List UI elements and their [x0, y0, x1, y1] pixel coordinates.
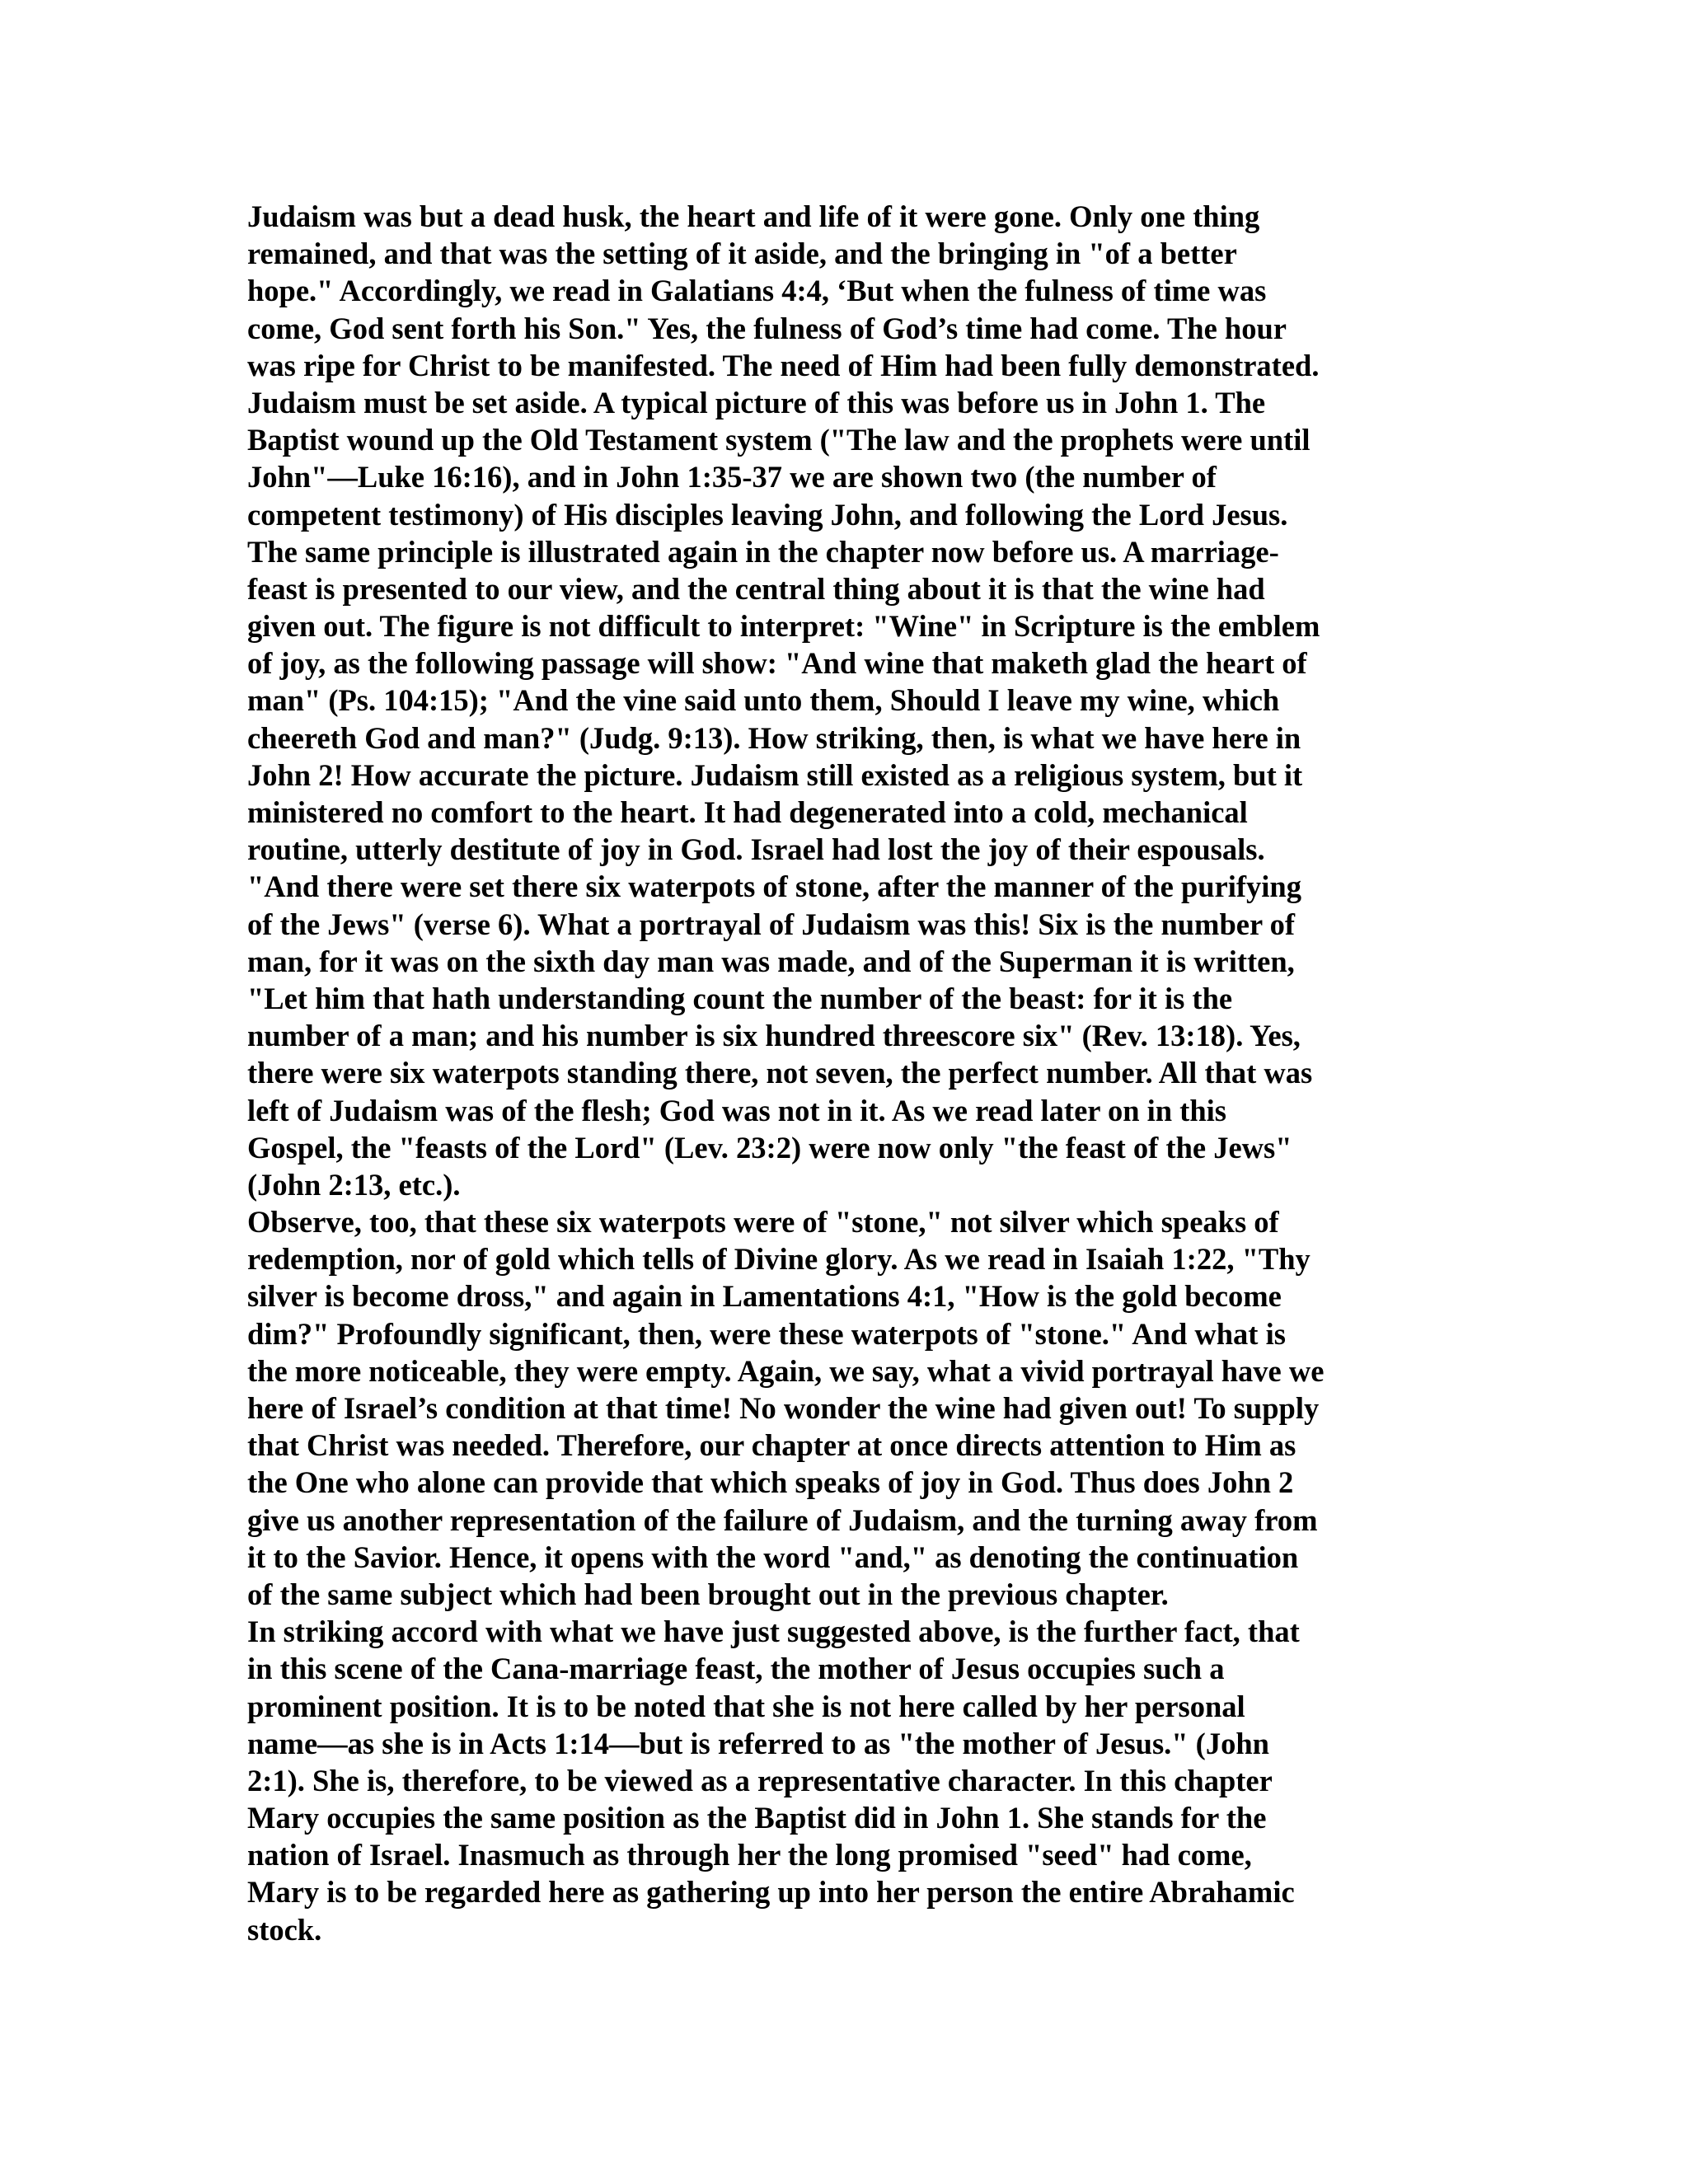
text-line: stock.: [247, 1912, 322, 1947]
paragraph-1: [247, 198, 1467, 1203]
text-line: prominent position. It is to be noted that she is not here called by her personal: [247, 1689, 1245, 1723]
text-line: Mary occupies the same position as the Baptist did in John 1. She stands for the: [247, 1801, 1267, 1835]
text-line: Gospel, the "feasts of the Lord" (Lev. 23:2) were now only "the feast of the Jews": [247, 1130, 1292, 1165]
text-line: in this scene of the Cana-marriage feast, the mother of Jesus occupies such a: [247, 1652, 1225, 1686]
text-line: give us another representation of the failure of Judaism, and the turning away from: [247, 1502, 1318, 1537]
text-line: feast is presented to our view, and the central thing about it is that the wine had: [247, 571, 1265, 606]
text-line: John 2! How accurate the picture. Judaism still existed as a religious system, but it: [247, 757, 1303, 792]
text-line: of joy, as the following passage will show: "And wine that maketh glad the heart of: [247, 646, 1307, 681]
text-line: routine, utterly destitute of joy in God. Israel had lost the joy of their espousals.: [247, 832, 1265, 867]
text-line: Baptist wound up the Old Testament system ("The law and the prophets were until: [247, 423, 1311, 457]
text-line: the One who alone can provide that which speaks of joy in God. Thus does John 2: [247, 1465, 1294, 1500]
text-line: here of Israel’s condition at that time! No wonder the wine had given out! To supply: [247, 1391, 1320, 1425]
text-line: man, for it was on the sixth day man was made, and of the Superman it is written,: [247, 944, 1295, 978]
text-line: left of Judaism was of the flesh; God was not in it. As we read later on in this: [247, 1093, 1226, 1127]
text-line: dim?" Profoundly significant, then, were these waterpots of "stone." And what is: [247, 1316, 1286, 1351]
text-line: man" (Ps. 104:15); "And the vine said unto them, Should I leave my wine, which: [247, 683, 1280, 718]
text-line: silver is become dross," and again in Lamentations 4:1, "How is the gold become: [247, 1279, 1282, 1314]
text-line: 2:1). She is, therefore, to be viewed as a representative character. In this chapter: [247, 1763, 1273, 1797]
text-line: Observe, too, that these six waterpots were of "stone," not silver which speaks of: [247, 1205, 1279, 1240]
text-line: John"—Luke 16:16), and in John 1:35-37 we are shown two (the number of: [247, 460, 1217, 494]
text-line: come, God sent forth his Son." Yes, the fulness of God’s time had come. The hour: [247, 311, 1287, 345]
text-line: was ripe for Christ to be manifested. The need of Him had been fully demonstrated.: [247, 348, 1320, 382]
text-line: the more noticeable, they were empty. Again, we say, what a vivid portrayal have we: [247, 1353, 1325, 1388]
text-line: name—as she is in Acts 1:14—but is referred to as "the mother of Jesus." (John: [247, 1726, 1269, 1760]
text-line: number of a man; and his number is six hundred threescore six" (Rev. 13:18). Yes,: [247, 1019, 1301, 1053]
text-line: hope." Accordingly, we read in Galatians 4:4, ‘But when the fulness of time was: [247, 274, 1267, 308]
text-line: of the Jews" (verse 6). What a portrayal of Judaism was this! Six is the number of: [247, 907, 1296, 941]
body-text: [247, 198, 1467, 1948]
text-line: cheereth God and man?" (Judg. 9:13). How striking, then, is what we have here in: [247, 720, 1301, 755]
text-line: Judaism was but a dead husk, the heart and life of it were gone. Only one thing: [247, 199, 1260, 233]
text-line: (John 2:13, etc.).: [247, 1167, 461, 1202]
text-line: ministered no comfort to the heart. It had degenerated into a cold, mechanical: [247, 795, 1248, 829]
text-line: of the same subject which had been brought out in the previous chapter.: [247, 1577, 1169, 1611]
paragraph-2: [247, 1203, 1467, 1613]
paragraph-3: [247, 1613, 1467, 1948]
text-line: The same principle is illustrated again in the chapter now before us. A marriage-: [247, 534, 1279, 569]
text-line: there were six waterpots standing there, not seven, the perfect number. All that was: [247, 1056, 1313, 1090]
text-line: competent testimony) of His disciples leaving John, and following the Lord Jesus.: [247, 497, 1288, 532]
text-line: remained, and that was the setting of it aside, and the bringing in "of a better: [247, 237, 1237, 271]
text-line: Mary is to be regarded here as gathering up into her person the entire Abrahamic: [247, 1875, 1295, 1910]
text-line: nation of Israel. Inasmuch as through her the long promised "seed" had come,: [247, 1838, 1252, 1872]
text-line: it to the Savior. Hence, it opens with the word "and," as denoting the continuation: [247, 1540, 1299, 1574]
text-line: In striking accord with what we have just suggested above, is the further fact, that: [247, 1615, 1300, 1649]
text-line: "And there were set there six waterpots of stone, after the manner of the purifying: [247, 869, 1301, 904]
text-line: redemption, nor of gold which tells of Divine glory. As we read in Isaiah 1:22, "Thy: [247, 1242, 1311, 1277]
text-line: Judaism must be set aside. A typical picture of this was before us in John 1. The: [247, 385, 1266, 419]
text-line: that Christ was needed. Therefore, our chapter at once directs attention to Him as: [247, 1428, 1296, 1463]
text-line: "Let him that hath understanding count the number of the beast: for it is the: [247, 981, 1233, 1015]
text-line: given out. The figure is not difficult to interpret: "Wine" in Scripture is the emblem: [247, 609, 1320, 644]
